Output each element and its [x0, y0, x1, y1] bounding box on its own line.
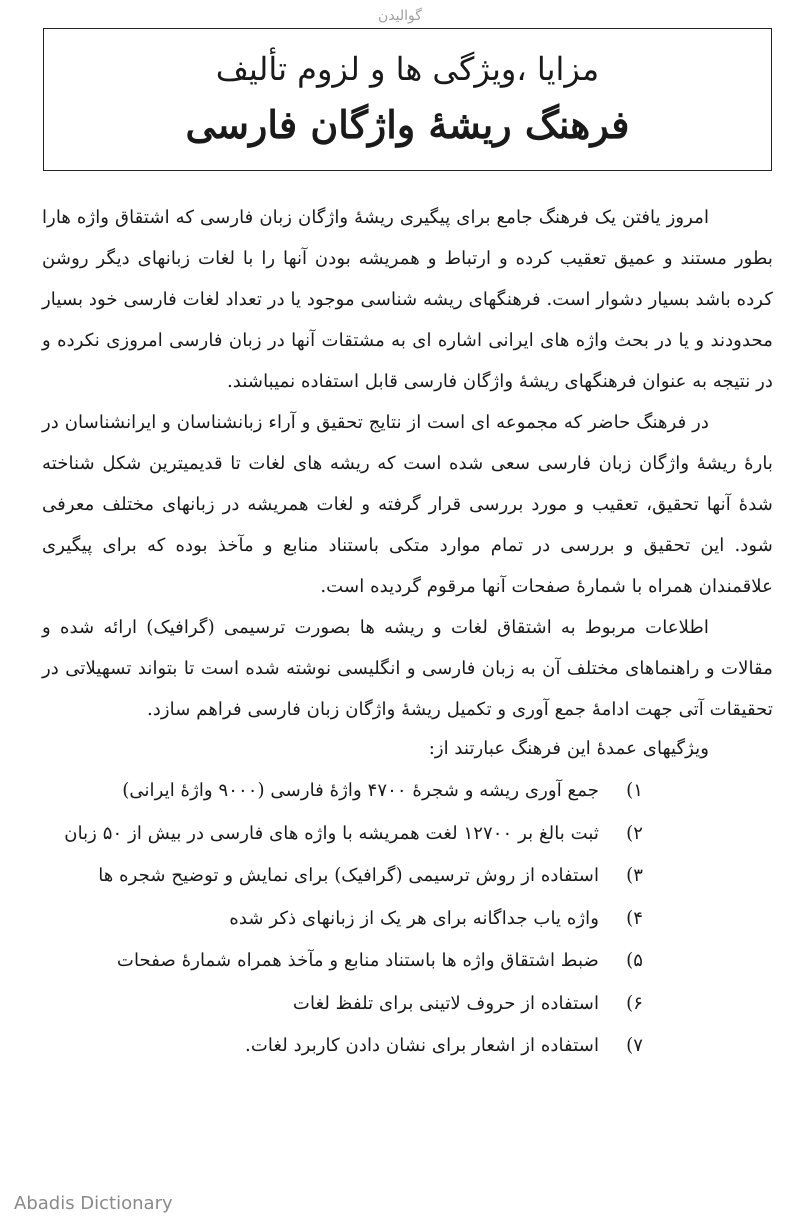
list-item — [42, 855, 643, 898]
list-intro: ویژگیهای عمدهٔ این فرهنگ عبارتند از: — [428, 738, 709, 759]
list-item-number: ۲) — [626, 822, 643, 844]
list-item — [42, 898, 643, 941]
list-item-number: ۷) — [626, 1035, 643, 1056]
list-item-text: ضبط اشتقاق واژه ها باستناد منابع و مآخذ همراه شمارهٔ صفحات — [116, 950, 599, 971]
list-item-text: واژه یاب جداگانه برای هر یک از زبانهای ذکر شده — [229, 907, 599, 929]
list-item-text: جمع آوری ریشه و شجرهٔ ۴۷۰۰ واژهٔ فارسی (۹۰۰۰ واژهٔ ایرانی) — [122, 780, 599, 801]
paragraph-3: اطلاعات مربوط به اشتقاق لغات و ریشه ها بصورت ترسیمی (گرافیک) ارائه شده و مقالات و راهنماهای مختلف آن به زبان فارسی و انگلیسی نوشته شده است تا بتواند تسهیلاتی در تحقیقات آتی جهت ادامهٔ جمع آوری و تکمیل ریشهٔ واژگان زبان فارسی فراهم سازد. — [42, 617, 773, 720]
list-item-text: استفاده از اشعار برای نشان دادن کاربرد لغات. — [245, 1035, 599, 1056]
paragraph-1: امروز یافتن یک فرهنگ جامع برای پیگیری ریشهٔ واژگان زبان فارسی که اشتقاق واژه هارا بطور مستند و عمیق تعقیب کرده و ارتباط و همریشه بودن آنها را با لغات زبانهای دیگر روشن کرده باشد بسیار دشوار است. فرهنگهای ریشه شناسی موجود یا در تعداد لغات فارسی خود بسیار محدودند و یا در بحث واژه های ایرانی اشاره ای به مشتقات آنها در زبان فارسی امروزی نکرده و در نتیجه به عنوان فرهنگهای ریشهٔ واژگان فارسی قابل استفاده نمیباشند. — [42, 207, 773, 392]
list-item-number: ۴) — [626, 907, 643, 929]
list-item-number: ۵) — [626, 950, 643, 971]
list-item — [42, 983, 643, 1026]
list-item — [42, 813, 643, 856]
title-box — [43, 28, 772, 171]
title-line-1: مزایا ،ویژگی ها و لزوم تألیف — [215, 50, 600, 88]
body-text — [42, 197, 773, 1068]
list-item-number: ۱) — [626, 780, 643, 801]
page-word-label: گوالیدن — [378, 8, 422, 24]
list-item-text: استفاده از حروف لاتینی برای تلفظ لغات — [292, 992, 599, 1014]
paragraph-2: در فرهنگ حاضر که مجموعه ای است از نتایج تحقیق و آراء زبانشناسان و ایرانشناسان در بارهٔ ریشهٔ واژگان زبان فارسی سعی شده است که ریشه های لغات تا قدیمیترین شکل شناخته شدهٔ آنها تحقیق، تعقیب و مورد بررسی قرار گرفته و لغات همریشه در زبانهای مختلف معرفی شود. این تحقیق و بررسی در تمام موارد متکی باستناد منابع و مآخذ بوده که برای پیگیری علاقمندان همراه با شمارهٔ صفحات آنها مرقوم گردیده است. — [42, 412, 773, 597]
list-item — [42, 770, 643, 813]
list-item — [42, 1025, 643, 1068]
feature-list — [42, 770, 773, 1068]
title-line-2: فرهنگ ریشهٔ واژگان فارسی — [185, 102, 630, 147]
list-item-text: ثبت بالغ بر ۱۲۷۰۰ لغت همریشه با واژه های فارسی در بیش از ۵۰ زبان — [64, 822, 599, 844]
list-item-number: ۶) — [626, 992, 643, 1014]
list-item-number: ۳) — [626, 865, 643, 886]
footer-watermark: Abadis Dictionary — [14, 1193, 173, 1214]
list-item-text: استفاده از روش ترسیمی (گرافیک) برای نمایش و توضیح شجره ها — [98, 865, 599, 886]
list-item — [42, 940, 643, 983]
